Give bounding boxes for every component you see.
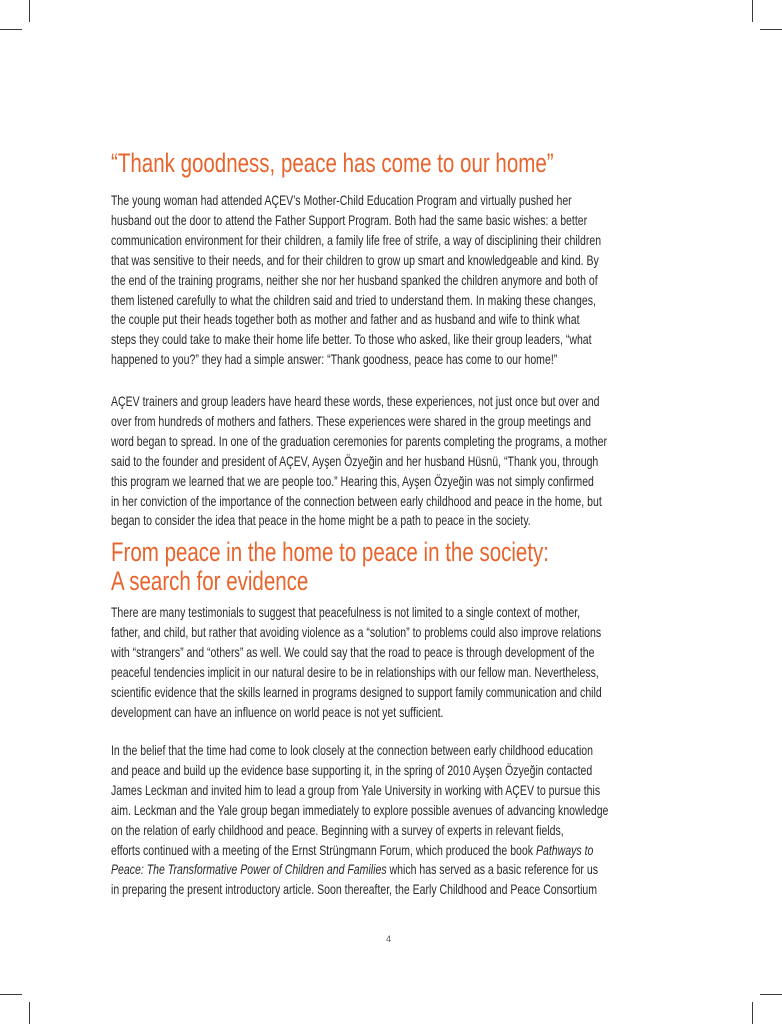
text-line: that was sensitive to their needs, and for their children to grow up smart and knowledgeable and kind. By: [111, 252, 599, 268]
text-line: communication environment for their children, a family life free of strife, a way of disciplining their children: [111, 232, 602, 248]
text-line: the end of the training programs, neither she nor her husband spanked the children anymore and both of: [111, 272, 598, 288]
section-heading-thank-goodness: “Thank goodness, peace has come to our home”: [111, 148, 554, 178]
text-line: happened to you?” they had a simple answer: “Thank goodness, peace has come to our home!”: [111, 352, 558, 368]
text-line: [111, 841, 608, 861]
paragraph-young-woman: [111, 191, 601, 370]
text-line: development can have an influence on world peace is not yet sufficient.: [111, 704, 444, 720]
crop-mark-top-right-vertical: [752, 0, 753, 22]
text-line: James Leckman and invited him to lead a group from Yale University in working with AÇEV to pursue this: [111, 782, 601, 798]
text-line: AÇEV trainers and group leaders have heard these words, these experiences, not just once but over and: [111, 394, 600, 409]
text-line: scientific evidence that the skills learned in programs designed to support family communication and child: [111, 684, 602, 700]
text-line: them listened carefully to what the children said and tried to understand them. In making these changes,: [111, 292, 596, 308]
text-line: the couple put their heads together both as mother and father and as husband and wife to think what: [111, 312, 580, 328]
section-heading-search-for-evidence: [111, 538, 549, 596]
text-line: over from hundreds of mothers and fathers. These experiences were shared in the group meetings and: [111, 413, 592, 429]
text-segment: efforts continued with a meeting of the Ernst Strüngmann Forum, which produced the book: [111, 842, 536, 858]
text-line: The young woman had attended AÇEV’s Mother-Child Education Program and virtually pushed her: [111, 193, 572, 208]
crop-mark-bottom-right-horizontal: [760, 994, 782, 995]
text-line: on the relation of early childhood and peace. Beginning with a survey of experts in relevant fields,: [111, 822, 564, 838]
text-line: this program we learned that we are people too.” Hearing this, Ayşen Özyeğin was not simply confirmed: [111, 473, 594, 489]
paragraph-testimonials: [111, 603, 602, 722]
crop-mark-top-left-vertical: [29, 0, 30, 22]
crop-mark-bottom-right-vertical: [752, 1002, 753, 1024]
text-line: in her conviction of the importance of the connection between early childhood and peace in the home, but: [111, 493, 602, 509]
page-number: 4: [386, 934, 392, 944]
book-title-italic: Peace: The Transformative Power of Children and Families: [111, 862, 387, 878]
text-line: steps they could take to make their home life better. To those who asked, like their group leaders, “what: [111, 332, 592, 348]
text-line: word began to spread. In one of the graduation ceremonies for parents completing the programs, a mother: [111, 433, 608, 449]
paragraph-acev-trainers: [111, 392, 607, 531]
text-line: with “strangers” and “others” as well. We could say that the road to peace is through development of the: [111, 644, 595, 660]
crop-mark-bottom-left-horizontal: [0, 994, 22, 995]
crop-mark-bottom-left-vertical: [29, 1002, 30, 1024]
text-line: peaceful tendencies implicit in our natural desire to be in relationships with our fellow man. Nevertheless,: [111, 664, 599, 680]
text-line: In the belief that the time had come to look closely at the connection between early childhood education: [111, 743, 594, 758]
heading-line: From peace in the home to peace in the society:: [111, 537, 550, 567]
text-line: There are many testimonials to suggest that peacefulness is not limited to a single context of mother,: [111, 605, 581, 620]
crop-mark-top-right-horizontal: [760, 29, 782, 30]
text-line: in preparing the present introductory article. Soon thereafter, the Early Childhood and Peace Consortium: [111, 882, 598, 898]
text-line: said to the founder and president of AÇEV, Ayşen Özyeğin and her husband Hüsnü, “Thank you, through: [111, 453, 599, 469]
text-segment: which has served as a basic reference for us: [386, 862, 598, 878]
text-line: father, and child, but rather that avoiding violence as a “solution” to problems could also improve relations: [111, 624, 602, 640]
text-line: and peace and build up the evidence base supporting it, in the spring of 2010 Ayşen Özyeğin contacted: [111, 762, 593, 778]
heading-line: A search for evidence: [111, 566, 309, 596]
text-line: aim. Leckman and the Yale group began immediately to explore possible avenues of advancing knowledge: [111, 802, 609, 818]
book-title-italic: Pathways to: [535, 842, 594, 858]
paragraph-belief-yale: [111, 741, 608, 900]
crop-mark-top-left-horizontal: [0, 29, 22, 30]
text-line: husband out the door to attend the Father Support Program. Both had the same basic wishes: a better: [111, 212, 588, 228]
text-line: [111, 860, 608, 880]
text-line: began to consider the idea that peace in the home might be a path to peace in the society.: [111, 513, 531, 529]
